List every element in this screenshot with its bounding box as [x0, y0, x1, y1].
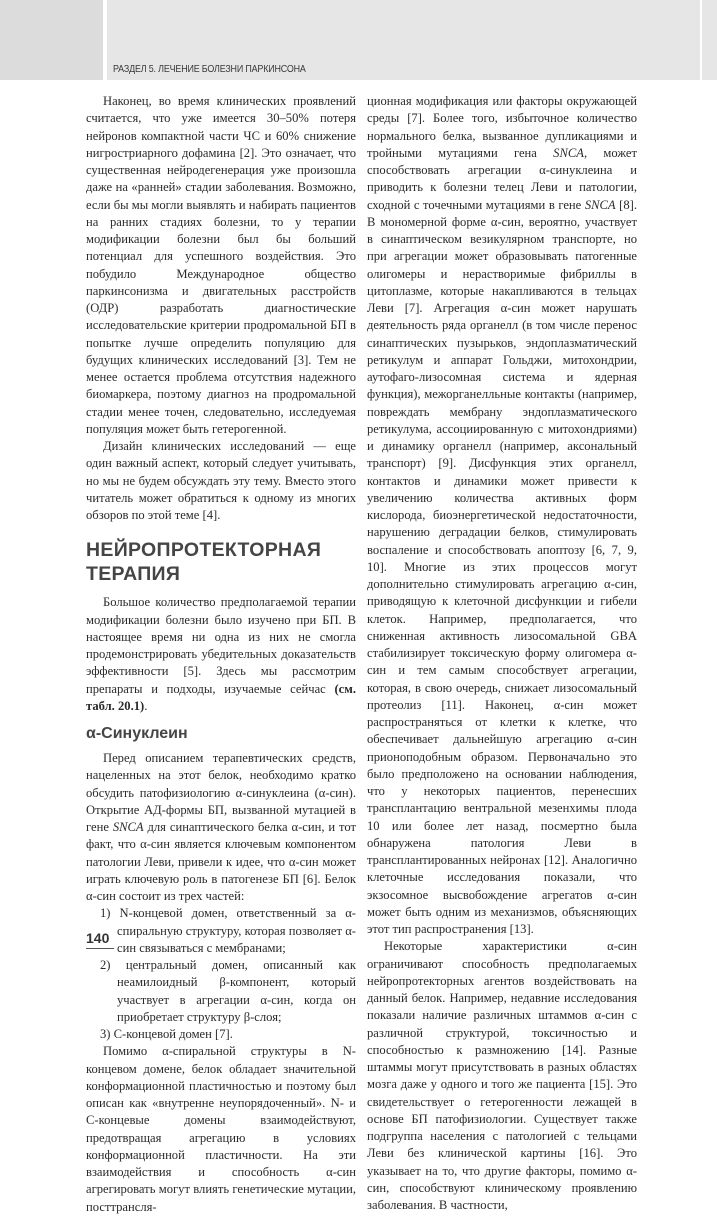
domain-list	[86, 905, 356, 1043]
paragraph	[367, 93, 637, 938]
page-number: 140	[86, 930, 110, 946]
subsection-heading: α-Синуклеин	[86, 725, 188, 742]
left-column	[86, 93, 356, 1216]
list-item: 1) N-концевой домен, ответственный за α-спиральную структуру, которая позволяет α-син связываться с мембранами;	[100, 906, 356, 955]
header-edge-block	[702, 0, 717, 80]
section-heading: НЕЙРОПРОТЕКТОРНАЯ ТЕРАПИЯ	[86, 539, 322, 586]
gene-name: SNCA	[553, 145, 584, 160]
paragraph-text: ционная модификация или факторы окружающей среды [7]. Более того, избыточное количество нормального белка, вызванное дупликациями и тройными мутациями гена	[367, 94, 637, 160]
paragraph-text: .	[144, 698, 148, 713]
header-side-block	[0, 0, 103, 80]
paragraph: Наконец, во время клинических проявлений считается, что уже имеется 30–50% потеря нейронов компактной части ЧС и 60% снижение нигростриарного дофамина [2]. Это означает, что существенная нейродегенерация уже произошла даже на «ранней» стадии заболевания. Возможно, если бы мы могли выявлять и набирать пациентов на ранних стадиях болезни, то у терапии модификации болезни был бы больший потенциал для успешного воздействия. Это побудило Международное общество паркинсонизма и двигательных расстройств (ОДР) разработать диагностические исследовательские критерии продромальной БП в попытке лучше определить популяцию для будущих клинических исследований [3]. Тем не менее остается проблема отсутствия надежного биомаркера, поэтому диагноз на продромальной стадии менее точен, следовательно, исследуемая популяция может быть гетерогенной.	[86, 94, 356, 436]
list-item: 2) центральный домен, описанный как неамилоидный β-компонент, который участвует в агрегации α-син, когда он приобретает структуру β-слоя;	[100, 958, 356, 1024]
paragraph-text: [8]. В мономерной форме α-син, вероятно, участвует в синаптическом везикулярном транспорте, но при агрегации может образовывать патогенные олигомеры и нерастворимые фибриллы в цитоплазме, которые накапливаются в тельцах Леви [7]. Агрегация α-син может нарушать деятельность ряда органелл (в том числе перенос синаптических пузырьков, эндоплазматический ретикулум и аппарат Гольджи, митохондрии, аутофаго-лизосомная система и ядерная функция), межорганелльные контакты (например, повреждать мембрану эндоплазматического ретикулума, ассоциированную с митохондриями) и динамику органелл (например, аксональный транспорт) [9]. Дисфункция этих органелл, контактов и динамики может привести к увеличению количества активных форм кислорода, биоэнергетической недостаточности, нарушению деградации белков, стимулировать воспаление и способствовать апоптозу [6, 7, 9, 10]. Многие из этих процессов могут дополнительно стимулировать агрегацию α-син, приводящую к клеточной дисфункции и гибели клеток. Например, предполагается, что сниженная активность лизосомальной GBA стабилизирует токсическую форму олигомера α-син и тем самым способствует агрегации, которая, в свою очередь, снижает лизосомальный протеолиз [11]. Наконец, α-син может распространяться от клетки к клетке, что обеспечивает дальнейшую агрегацию α-син прионоподобным образом. Первоначально это было предположено на основании наблюдения, что у некоторых пациентов, перенесших трансплантацию вентральной мезенхимы плода 10 или более лет назад, посмертно была обнаружена патология Леви в трансплантированных нейронах [12]. Аналогично клеточные исследования показали, что экзосомное высвобождение агрегатов α-син может быть одним из механизмов, объясняющих этот тип распространения [13].	[367, 197, 637, 936]
running-header	[107, 0, 700, 80]
paragraph-text: для синаптического белка α-син, и тот факт, что α-син является ключевым компонентом патологии Леви, привели к идее, что α-син может играть ключевую роль в патогенезе БП [6]. Белок α-син состоит из трех частей:	[86, 820, 356, 903]
paragraph-text: Перед описанием терапевтических средств, нацеленных на этот белок, необходимо кратко обсудить патофизиологию α-синуклеина (α-син). Открытие АД-формы БП, вызванной мутацией в гене	[86, 751, 356, 834]
page-number-rule	[86, 948, 114, 949]
paragraph-text: Большое количество предполагаемой терапии модификации болезни было изучено при БП. В настоящее время ни одна из них не смогла продемонстрировать убедительных доказательств эффективности [5]. Здесь мы рассмотрим препараты и подходы, изучаемые сейчас	[86, 595, 356, 696]
paragraph: Дизайн клинических исследований — еще один важный аспект, который следует учитывать, но мы не будем обсуждать эту тему. Вместо этого читатель может обратиться к одному из многих обзоров по этой теме [4].	[86, 439, 356, 522]
gene-name: SNCA	[112, 820, 144, 834]
section-title: РАЗДЕЛ 5. ЛЕЧЕНИЕ БОЛЕЗНИ ПАРКИНСОНА	[113, 63, 306, 75]
table-reference: (см. табл. 20.1)	[86, 681, 356, 713]
paragraph: Помимо α-спиральной структуры в N-концевом домене, белок обладает значительной конформационной пластичностью и поэтому был описан как «внутренне неупорядоченный». N- и С-концевые домены взаимодействуют, предотвращая агрегацию в условиях конформационной пластичности. На эти взаимодействия и способность α-син агрегировать могут влиять генетические мутации, посттрансля-	[86, 1044, 356, 1214]
gene-name: SNCA	[584, 197, 616, 212]
paragraph	[86, 750, 356, 905]
right-column	[367, 93, 637, 1214]
list-item: 3) С-концевой домен [7].	[100, 1027, 233, 1041]
paragraph: Некоторые характеристики α-син ограничивают способность предполагаемых нейропротекторных агентов воздействовать на данный белок. Например, недавние исследования показали наличие различных штаммов α-син с различной структурой, токсичностью и способностью к размножению [14]. Разные штаммы могут присутствовать в разных областях мозга даже у одного и того же пациента [15]. Это свидетельствует о гетерогенности лежащей в основе БП патофизиологии. Существует также подгруппа населения с патологией с тельцами Леви без клинической картины [16]. Это указывает на то, что другие факторы, помимо α-син, способствуют клиническому проявлению заболевания. В частности,	[367, 939, 637, 1212]
paragraph-text: , может способствовать агрегации α-синуклеина и приводить к болезни телец Леви и патологии, сходной с точечными мутациями в гене	[367, 145, 637, 212]
paragraph	[86, 594, 356, 715]
